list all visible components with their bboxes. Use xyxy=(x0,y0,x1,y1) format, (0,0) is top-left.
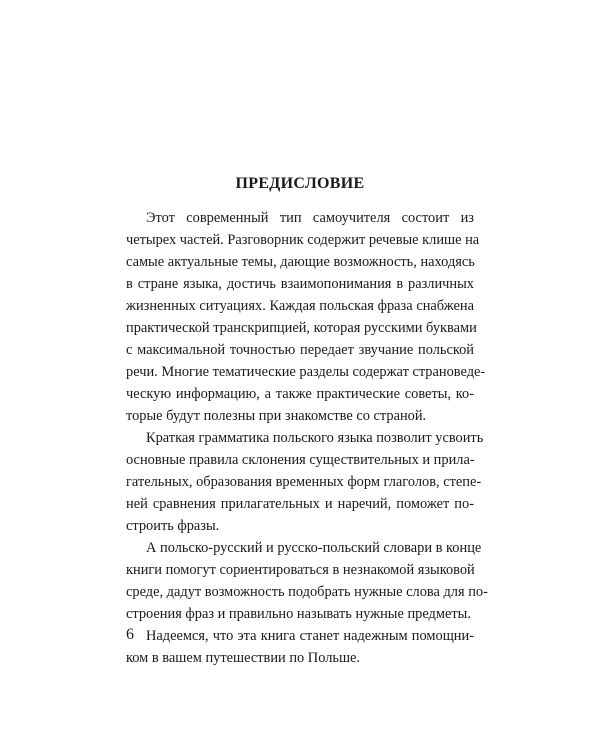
text-line: строить фразы. xyxy=(126,518,220,534)
text-line: книги помогут сориентироваться в незнакомой языковой xyxy=(126,562,475,578)
text-line: Надеемся, что эта книга станет надежным помощни- xyxy=(146,628,474,644)
text-line: гательных, образования временных форм глаголов, степе- xyxy=(126,474,482,490)
chapter-heading: ПРЕДИСЛОВИЕ xyxy=(235,175,365,192)
text-line: торые будут полезны при знакомстве со страной. xyxy=(126,408,427,424)
body-text xyxy=(126,207,488,669)
text-line: ком в вашем путешествии по Польше. xyxy=(126,650,361,666)
text-line: Краткая грамматика польского языка позволит усвоить xyxy=(146,430,484,446)
text-line: самые актуальные темы, дающие возможность, находясь xyxy=(126,254,475,270)
text-line: А польско-русский и русско-польский словари в конце xyxy=(146,540,482,556)
text-line: с максимальной точностью передает звучание польской xyxy=(126,342,474,358)
text-line: основные правила склонения существительных и прила- xyxy=(126,452,475,468)
text-line: среде, дадут возможность подобрать нужные слова для по- xyxy=(126,584,488,600)
text-line: четырех частей. Разговорник содержит речевые клише на xyxy=(126,232,480,248)
text-line: в стране языка, достичь взаимопонимания в различных xyxy=(126,276,474,292)
text-line: жизненных ситуациях. Каждая польская фраза снабжена xyxy=(126,298,474,314)
text-line: речи. Многие тематические разделы содержат страноведе- xyxy=(126,364,486,380)
text-line: ней сравнения прилагательных и наречий, поможет по- xyxy=(126,496,474,512)
text-line: строения фраз и правильно называть нужные предметы. xyxy=(126,606,471,622)
text-line: практической транскрипцией, которая русскими буквами xyxy=(126,320,477,336)
text-line: ческую информацию, а также практические советы, ко- xyxy=(126,386,474,402)
page-number: 6 xyxy=(126,626,134,643)
text-line: Этот современный тип самоучителя состоит из xyxy=(146,210,474,226)
